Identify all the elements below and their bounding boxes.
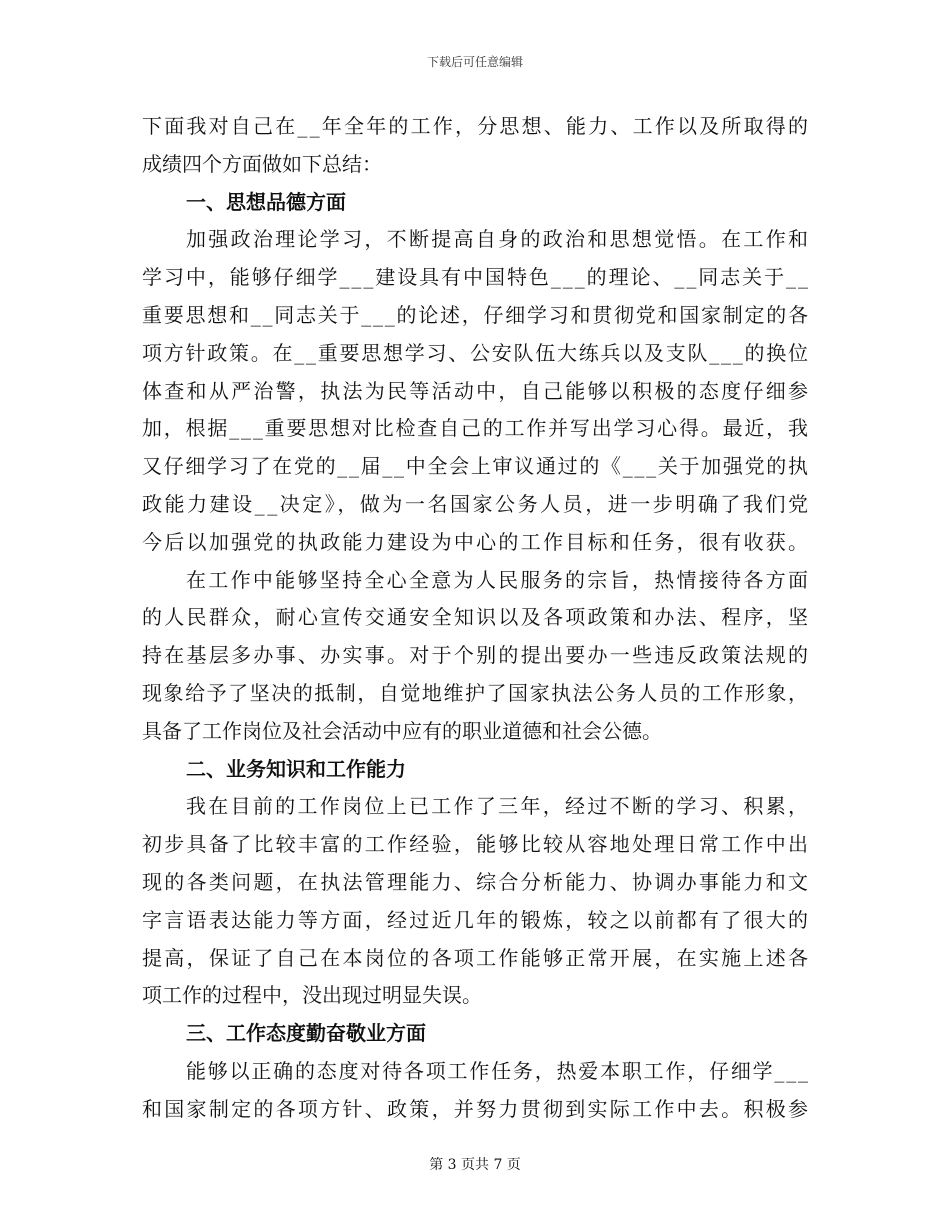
- paragraph-line: 重要思想和__同志关于___的论述，仔细学习和贯彻党和国家制定的各: [142, 302, 810, 327]
- section-heading: 二、业务知识和工作能力: [186, 756, 406, 781]
- paragraph-line: 项方针政策。在__重要思想学习、公安队伍大练兵以及支队___的换位: [142, 340, 810, 365]
- document-body: [142, 108, 811, 1129]
- paragraph-line: 项工作的过程中，没出现过明显失误。: [142, 983, 482, 1008]
- paragraph-line: 成绩四个方面做如下总结：: [142, 151, 382, 176]
- page-header: 下载后可任意编辑: [426, 55, 523, 69]
- paragraph-line: 我在目前的工作岗位上已工作了三年，经过不断的学习、积累，: [186, 794, 811, 819]
- paragraph-line: 又仔细学习了在党的__届__中全会上审议通过的《___关于加强党的执: [142, 454, 810, 479]
- paragraph-line: 加，根据___重要思想对比检查自己的工作并写出学习心得。最近，我: [142, 416, 810, 441]
- paragraph-line: 提高，保证了自己在本岗位的各项工作能够正常开展，在实施上述各: [142, 945, 811, 970]
- page-footer: 第 3 页共 7 页: [429, 1157, 521, 1173]
- paragraph-line: 加强政治理论学习，不断提高自身的政治和思想觉悟。在工作和: [186, 227, 811, 252]
- paragraph-line: 下面我对自己在__年全年的工作，分思想、能力、工作以及所取得的: [142, 114, 811, 138]
- paragraph-line: 体查和从严治警，执法为民等活动中，自己能够以积极的态度仔细参: [142, 378, 811, 403]
- paragraph-line: 具备了工作岗位及社会活动中应有的职业道德和社会公德。: [142, 718, 662, 743]
- paragraph-line: 在工作中能够坚持全心全意为人民服务的宗旨，热情接待各方面: [186, 567, 811, 592]
- paragraph-line: 政能力建设__决定》，做为一名国家公务人员，进一步明确了我们党: [142, 491, 811, 516]
- paragraph-line: 今后以加强党的执政能力建设为中心的工作目标和任务，很有收获。: [142, 529, 811, 554]
- paragraph-line: 的人民群众，耐心宣传交通安全知识以及各项政策和办法、程序，坚: [142, 605, 811, 630]
- paragraph-line: 和国家制定的各项方针、政策，并努力贯彻到实际工作中去。积极参: [142, 1096, 811, 1121]
- paragraph-line: 能够以正确的态度对待各项工作任务，热爱本职工作，仔细学___: [186, 1058, 810, 1083]
- section-heading: 三、工作态度勤奋敬业方面: [186, 1021, 426, 1046]
- section-heading: 一、思想品德方面: [186, 189, 346, 214]
- paragraph-line: 字言语表达能力等方面，经过近几年的锻炼，较之以前都有了很大的: [142, 907, 811, 932]
- paragraph-line: 现的各类问题，在执法管理能力、综合分析能力、协调办事能力和文: [142, 869, 811, 894]
- paragraph-line: 持在基层多办事、办实事。对于个别的提出要办一些违反政策法规的: [142, 643, 811, 668]
- paragraph-line: 学习中，能够仔细学___建设具有中国特色___的理论、__同志关于__: [142, 265, 810, 290]
- paragraph-line: 初步具备了比较丰富的工作经验，能够比较从容地处理日常工作中出: [142, 832, 811, 857]
- paragraph-line: 现象给予了坚决的抵制，自觉地维护了国家执法公务人员的工作形象，: [142, 680, 810, 705]
